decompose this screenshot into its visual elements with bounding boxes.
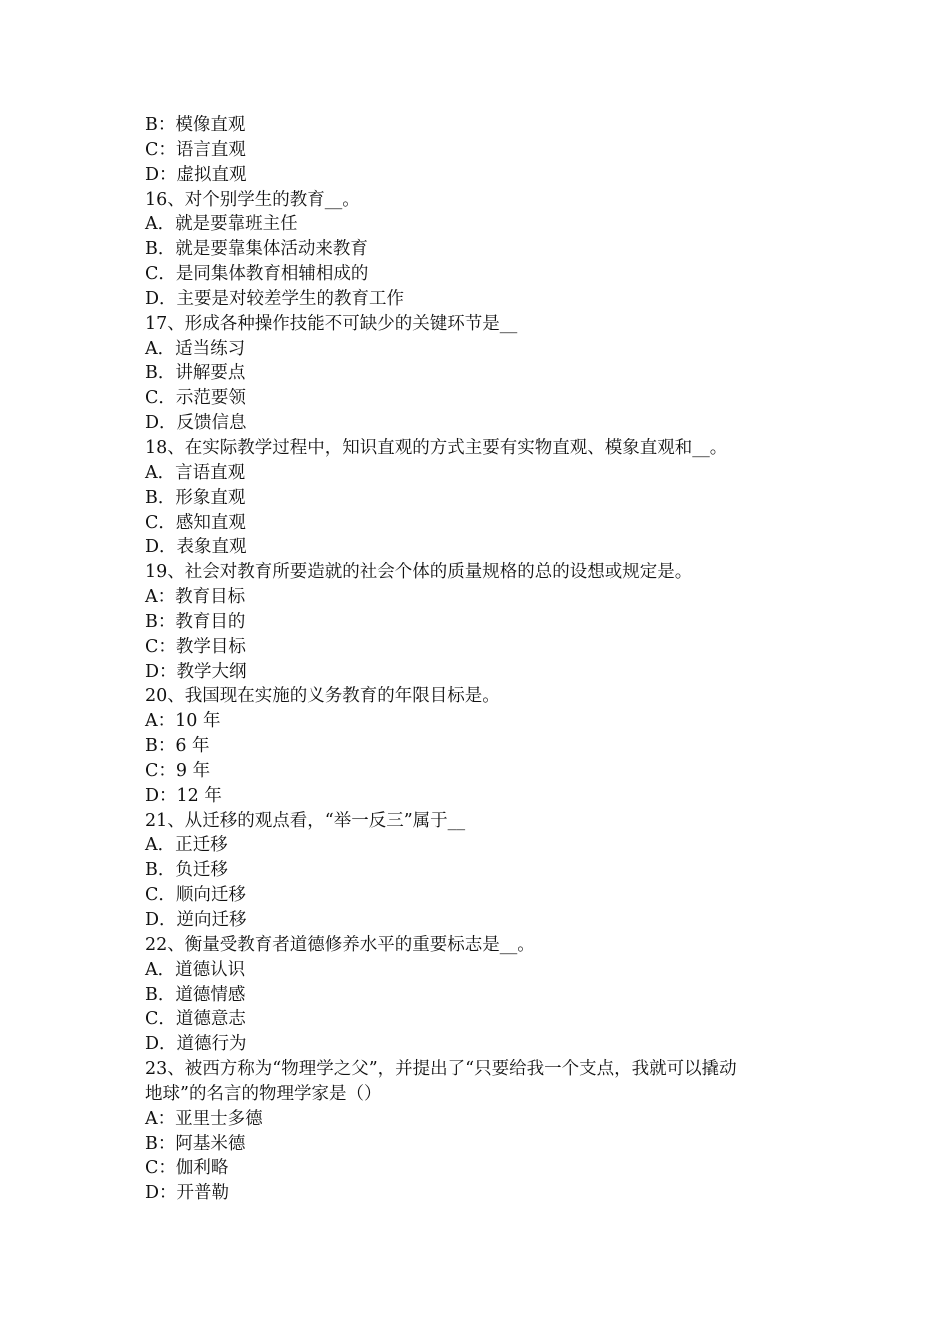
- option-line: B．就是要靠集体活动来教育: [145, 239, 368, 260]
- option-line: C．感知直观: [145, 512, 246, 533]
- option-line: A．适当练习: [145, 338, 246, 359]
- option-line: C．道德意志: [145, 1009, 246, 1030]
- option-line: B：模像直观: [145, 115, 246, 135]
- option-line: A．就是要靠班主任: [145, 214, 298, 235]
- option-line: D．道德行为: [145, 1034, 247, 1055]
- option-line: A．道德认识: [145, 959, 246, 980]
- question-16: 16、对个别学生的教育__。: [145, 189, 360, 210]
- option-line: C．是同集体教育相辅相成的: [145, 264, 369, 285]
- option-line: D：教学大纲: [145, 661, 247, 682]
- option-line: B：6 年: [145, 736, 210, 757]
- option-line: A．言语直观: [145, 462, 246, 483]
- option-line: D．反馈信息: [145, 413, 247, 434]
- question-23-line-1: 23、被西方称为“物理学之父”，并提出了“只要给我一个支点，我就可以撬动: [145, 1059, 737, 1080]
- question-20: 20、我国现在实施的义务教育的年限目标是。: [145, 686, 500, 707]
- option-line: D：开普勒: [145, 1183, 230, 1204]
- option-line: B．负迁移: [145, 860, 228, 881]
- option-line: C：语言直观: [145, 139, 246, 160]
- option-line: C．示范要领: [145, 388, 246, 409]
- option-line: A：教育目标: [145, 587, 246, 608]
- option-line: B．讲解要点: [145, 363, 246, 384]
- question-21: 21、从迁移的观点看，“举一反三”属于__: [145, 810, 466, 831]
- option-line: C：教学目标: [145, 636, 246, 657]
- question-23-line-2: 地球”的名言的物理学家是（）: [145, 1083, 382, 1104]
- question-22: 22、衡量受教育者道德修养水平的重要标志是__。: [145, 934, 535, 955]
- question-19: 19、社会对教育所要造就的社会个体的质量规格的总的设想或规定是。: [145, 562, 693, 583]
- option-line: B．形象直观: [145, 487, 246, 508]
- question-18: 18、在实际教学过程中，知识直观的方式主要有实物直观、模象直观和__。: [145, 437, 728, 458]
- option-line: A：亚里士多德: [145, 1108, 263, 1129]
- option-line: B：阿基米德: [145, 1133, 246, 1154]
- option-line: C．顺向迁移: [145, 885, 246, 906]
- option-line: D．主要是对较差学生的教育工作: [145, 288, 405, 309]
- option-line: A．正迁移: [145, 835, 228, 856]
- document-body: [145, 113, 815, 1206]
- option-line: C：9 年: [145, 760, 211, 781]
- option-line: D：虚拟直观: [145, 164, 247, 185]
- option-line: A：10 年: [145, 711, 221, 732]
- option-line: D：12 年: [145, 785, 222, 806]
- option-line: D．逆向迁移: [145, 910, 247, 930]
- question-17: 17、形成各种操作技能不可缺少的关键环节是__: [145, 313, 518, 334]
- option-line: B：教育目的: [145, 611, 246, 632]
- option-line: B．道德情感: [145, 984, 246, 1005]
- option-line: C：伽利略: [145, 1158, 229, 1179]
- option-line: D．表象直观: [145, 537, 247, 558]
